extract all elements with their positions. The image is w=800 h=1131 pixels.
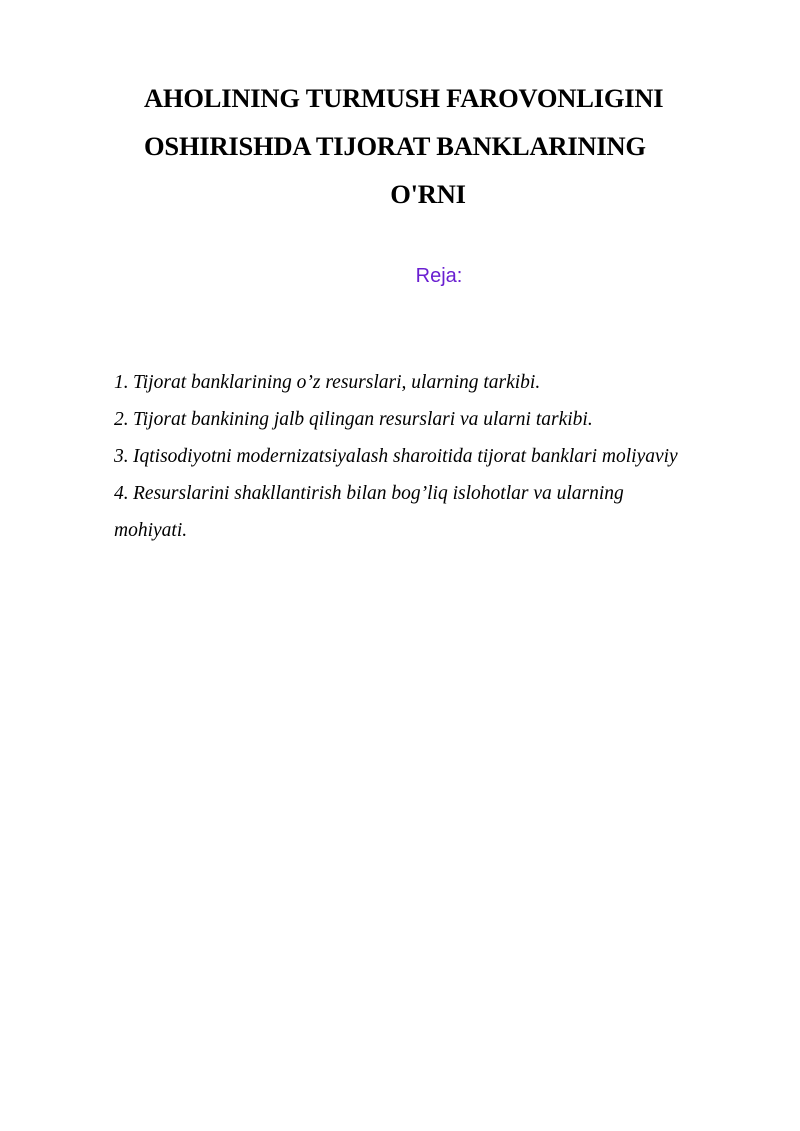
- plan-item-text: Tijorat banklarining o’z resurslari, ularning tarkibi.: [133, 372, 541, 393]
- plan-heading: Reja:: [415, 265, 463, 287]
- title-line-3: O'RNI: [390, 179, 466, 209]
- plan-item-text: Tijorat bankining jalb qilingan resurslari va ularni tarkibi.: [133, 409, 593, 430]
- title-line-1: AHOLINING TURMUSH FAROVONLIGINI: [144, 83, 664, 113]
- plan-item-2: [114, 401, 794, 438]
- plan-list: [114, 364, 794, 541]
- plan-item-text: Iqtisodiyotni modernizatsiyalash sharoitida tijorat banklari moliyaviy: [133, 446, 678, 467]
- title-line-2: OSHIRISHDA TIJORAT BANKLARINING: [144, 131, 646, 161]
- plan-item-number: 4.: [114, 483, 129, 504]
- plan-item-1: [114, 364, 794, 401]
- plan-item-text: Resurslarini shakllantirish bilan bog’liq islohotlar va ularning: [133, 483, 624, 504]
- document-title: [144, 74, 744, 218]
- plan-item-number: 2.: [114, 409, 129, 430]
- plan-item-continuation: mohiyati.: [114, 520, 188, 541]
- plan-item-4: [114, 475, 794, 541]
- plan-item-number: 1.: [114, 372, 129, 393]
- plan-item-number: 3.: [114, 446, 129, 467]
- plan-item-3: [114, 438, 794, 475]
